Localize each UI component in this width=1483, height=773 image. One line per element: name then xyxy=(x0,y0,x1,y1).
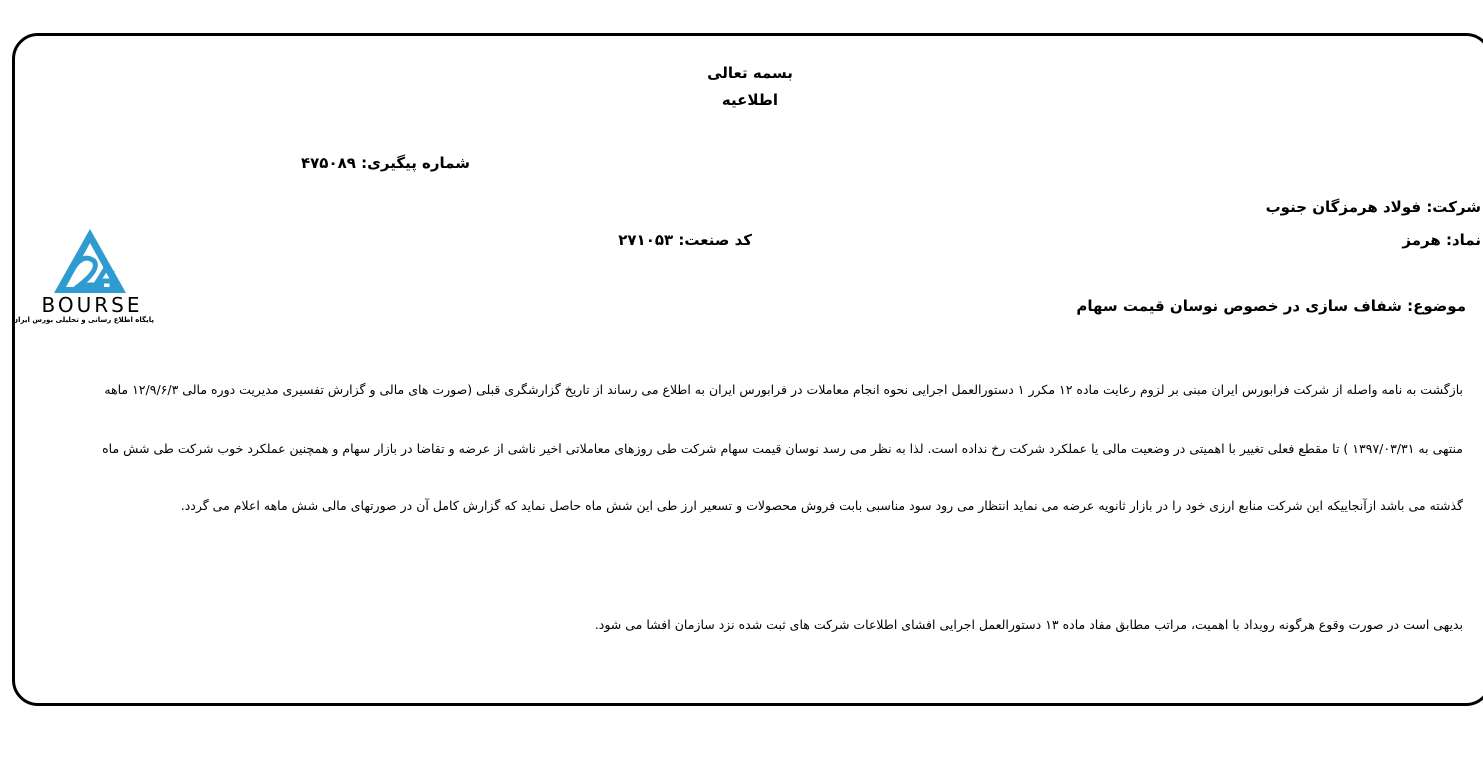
tracking-value: ۴۷۵۰۸۹ xyxy=(300,154,356,172)
basmala: بسمه تعالی xyxy=(707,64,793,82)
document-frame xyxy=(12,33,1483,706)
body-line-1: بازگشت به نامه واصله از شرکت فرابورس ایران مبنی بر لزوم رعایت ماده ۱۲ مکرر ۱ دستورالعمل اجرایی نحوه انجام معاملات در فرابورس ایران به اطلاع می رساند از تاریخ گزارشگری قبلی (صورت های مالی و گزارش تفسیری مدیریت دوره مالی ۱۲/۹/۶/۳ ماهه xyxy=(104,382,1463,397)
tracking-label: شماره پیگیری: xyxy=(361,154,470,172)
company-value: فولاد هرمزگان جنوب xyxy=(1265,198,1422,216)
industry-code-value: ۲۷۱۰۵۳ xyxy=(618,231,674,249)
logo-mark-icon xyxy=(54,229,126,293)
subject xyxy=(1076,297,1466,315)
subject-label: موضوع: xyxy=(1407,297,1466,315)
symbol-value: هرمز xyxy=(1402,231,1441,249)
tracking-number xyxy=(300,154,470,172)
company-label: شرکت: xyxy=(1426,198,1481,216)
symbol xyxy=(1402,231,1481,249)
logo-wordmark: BOURSE xyxy=(41,293,143,317)
body-line-4: بدیهی است در صورت وقوع هرگونه رویداد با اهمیت، مراتب مطابق مفاد ماده ۱۳ دستورالعمل اجرایی افشای اطلاعات شرکت های ثبت شده نزد سازمان افشا می شود. xyxy=(594,617,1463,632)
symbol-label: نماد: xyxy=(1445,231,1481,249)
document-title: اطلاعیه xyxy=(721,91,779,109)
industry-code-label: کد صنعت: xyxy=(678,231,752,249)
industry-code xyxy=(612,231,752,249)
company-name xyxy=(1266,198,1481,216)
bourse-logo xyxy=(12,227,158,331)
body-line-3: گذشته می باشد ازآنجاییکه این شرکت منابع ارزی خود را در بازار ثانویه عرضه می نماید انتظار می رود سود مناسبی بابت فروش محصولات و تسعیر ارز طی این شش ماه حاصل نماید که گزارش کامل آن در صورتهای مالی شش ماهه اعلام می گردد. xyxy=(180,498,1463,513)
subject-value: شفاف سازی در خصوص نوسان قیمت سهام xyxy=(1076,297,1402,315)
logo-caption: پایگاه اطلاع رسانی و تحلیلی بورس ایران xyxy=(12,316,154,324)
body-line-2: منتهی به ۱۳۹۷/۰۳/۳۱ ) تا مقطع فعلی تغییر با اهمیتی در وضعیت مالی یا عملکرد شرکت رخ نداده است. لذا به نظر می رسد نوسان قیمت سهام شرکت طی روزهای معاملاتی اخیر ناشی از عرضه و تقاضا در بازار سهام و همچنین عملکرد خوب شرکت طی شش ماه xyxy=(102,441,1463,456)
